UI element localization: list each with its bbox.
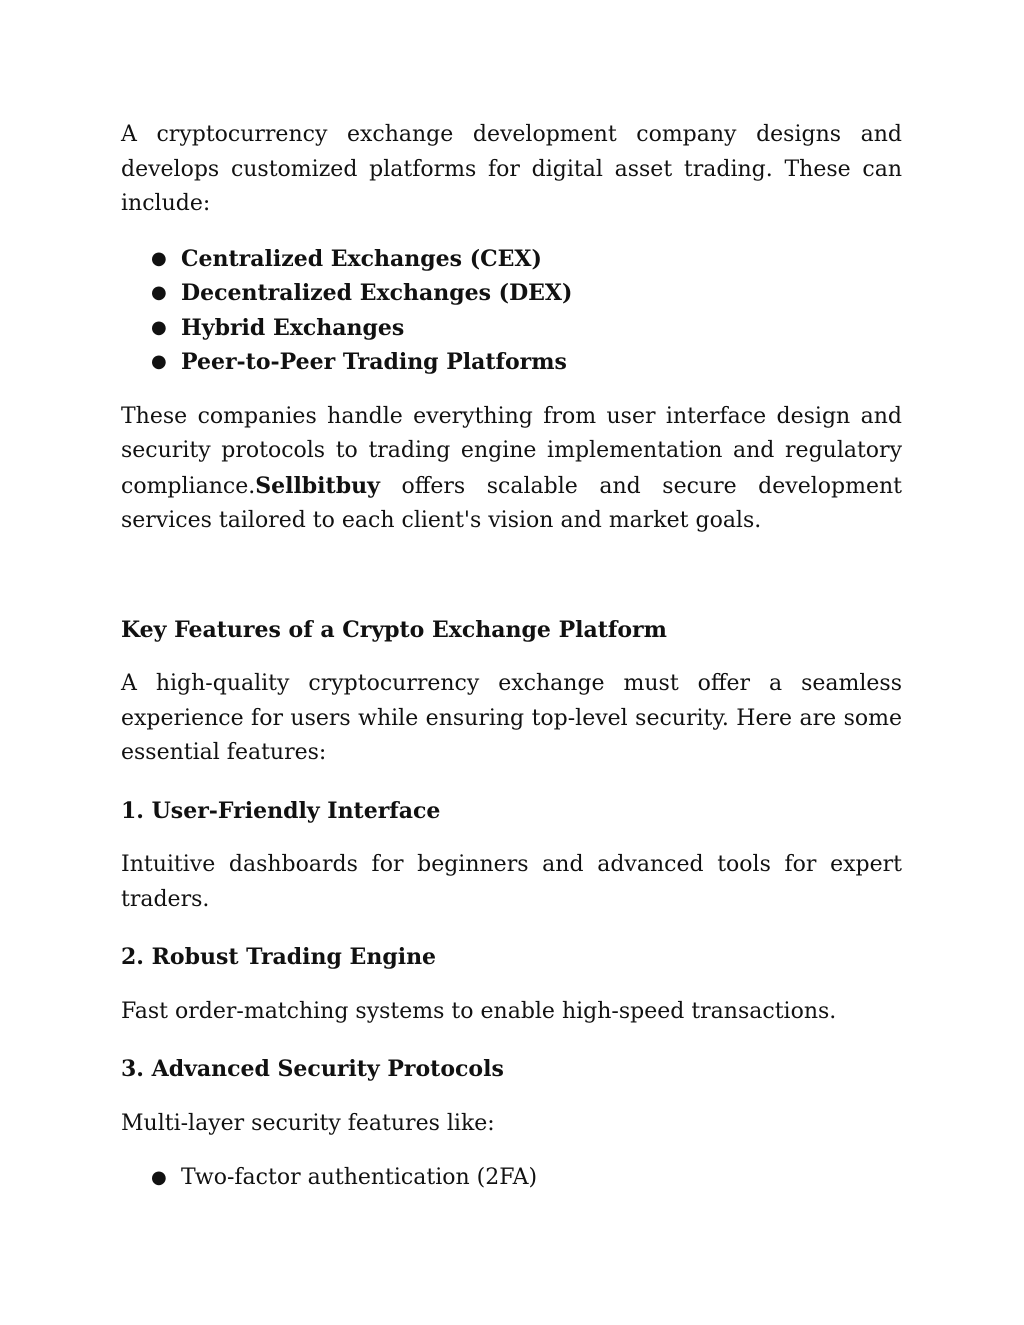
- security-features-list: [121, 1161, 902, 1196]
- list-item-label: Centralized Exchanges (CEX): [181, 245, 542, 272]
- section-heading: Key Features of a Crypto Exchange Platform: [121, 616, 667, 643]
- list-item: [121, 1161, 902, 1196]
- bullet-icon: ●: [151, 1167, 167, 1188]
- features-intro-paragraph: A high-quality cryptocurrency exchange must offer a seamless experience for users while ensuring top-level security. Here are some essential features:: [121, 671, 902, 765]
- list-item: [121, 242, 902, 277]
- intro-paragraph: A cryptocurrency exchange development company designs and develops customized platforms for digital asset trading. These can include:: [121, 122, 902, 216]
- list-item: [121, 345, 902, 380]
- feature-text-2: Fast order-matching systems to enable high-speed transactions.: [121, 998, 837, 1024]
- list-item-label: Decentralized Exchanges (DEX): [181, 280, 573, 306]
- document-page: [121, 118, 902, 1196]
- bullet-icon: ●: [151, 351, 167, 372]
- list-item-label: Two-factor authentication (2FA): [181, 1165, 538, 1190]
- exchange-types-list: [121, 242, 902, 380]
- feature-heading-3: 3. Advanced Security Protocols: [121, 1056, 504, 1082]
- brand-name: Sellbitbuy: [255, 472, 380, 499]
- services-paragraph: [121, 400, 902, 539]
- list-item-label: Peer-to-Peer Trading Platforms: [181, 349, 567, 375]
- list-item-label: Hybrid Exchanges: [181, 314, 405, 341]
- feature-text-1: Intuitive dashboards for beginners and advanced tools for expert traders.: [121, 852, 902, 912]
- bullet-icon: ●: [151, 282, 167, 303]
- feature-heading-2: 2. Robust Trading Engine: [121, 944, 437, 970]
- services-text-before: These companies handle everything from user interface design and security protocols to trading engine implementation and regulatory compliance.: [121, 403, 902, 499]
- services-text-after: offers scalable and secure development services tailored to each client's vision and market goals.: [121, 473, 902, 533]
- bullet-icon: ●: [151, 247, 167, 269]
- list-item: [121, 276, 902, 311]
- feature-heading-1: 1. User-Friendly Interface: [121, 797, 441, 824]
- bullet-icon: ●: [151, 316, 167, 338]
- feature-text-3: Multi-layer security features like:: [121, 1110, 495, 1136]
- list-item: [121, 311, 902, 346]
